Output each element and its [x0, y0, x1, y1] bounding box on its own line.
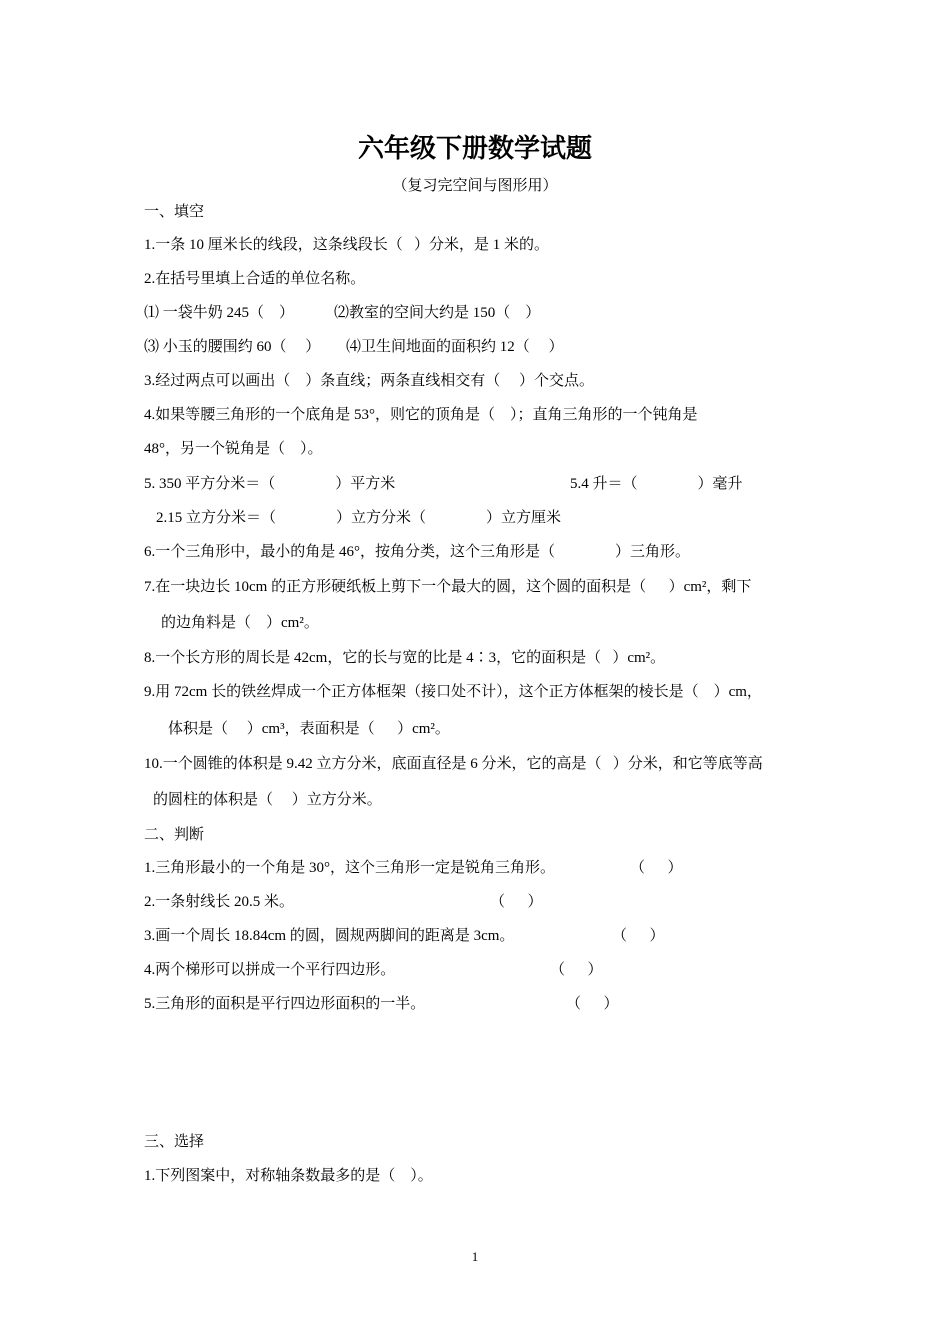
judgment-5-answer: （ ） — [566, 996, 619, 1012]
judgment-4-answer: （ ） — [550, 962, 603, 978]
question-3: 3.经过两点可以画出（ ）条直线；两条直线相交有（ ）个交点。 — [144, 373, 595, 389]
question-2: 2.在括号里填上合适的单位名称。 — [144, 271, 366, 287]
question-6: 6.一个三角形中，最小的角是 46°，按角分类，这个三角形是（ ）三角形。 — [144, 544, 691, 560]
page-title: 六年级下册数学试题 — [357, 134, 592, 163]
question-2-part-1: ⑴ 一袋牛奶 245（ ） — [144, 305, 295, 321]
question-2-part-2: ⑵教室的空间大约是 150（ ） — [334, 305, 541, 321]
question-8: 8.一个长方形的周长是 42cm，它的长与宽的比是 4∶3，它的面积是（ ）cm²。 — [144, 650, 666, 666]
section-heading-choice: 三、选择 — [144, 1134, 205, 1150]
question-2-part-3: ⑶ 小玉的腰围约 60（ ） — [144, 339, 321, 355]
judgment-5: 5.三角形的面积是平行四边形面积的一半。 — [144, 996, 426, 1012]
question-1: 1.一条 10 厘米长的线段，这条线段长（ ）分米，是 1 米的。 — [144, 237, 550, 253]
page-subtitle: （复习完空间与图形用） — [392, 178, 558, 194]
judgment-2-answer: （ ） — [490, 894, 543, 910]
question-9-line-2: 体积是（ ）cm³，表面积是（ ）cm²。 — [168, 721, 450, 737]
question-5-part-3: 2.15 立方分米＝（ ）立方分米（ ）立方厘米 — [156, 510, 562, 526]
judgment-1: 1.三角形最小的一个角是 30°，这个三角形一定是锐角三角形。 — [144, 860, 556, 876]
judgment-4: 4.两个梯形可以拼成一个平行四边形。 — [144, 962, 396, 978]
question-4-line-1: 4.如果等腰三角形的一个底角是 53°，则它的顶角是（ ）；直角三角形的一个钝角是 — [144, 407, 698, 423]
section-heading-fill-in: 一、填空 — [144, 204, 205, 220]
judgment-3-answer: （ ） — [612, 928, 665, 944]
section-heading-judgment: 二、判断 — [144, 827, 205, 843]
question-4-line-2: 48°，另一个锐角是（ ）。 — [144, 441, 323, 457]
question-7-line-2: 的边角料是（ ）cm²。 — [161, 615, 319, 631]
question-7-line-1: 7.在一块边长 10cm 的正方形硬纸板上剪下一个最大的圆，这个圆的面积是（ ）cm²，剩下 — [144, 579, 752, 595]
question-10-line-1: 10.一个圆锥的体积是 9.42 立方分米，底面直径是 6 分米，它的高是（ ）分米，和它等底等高 — [144, 756, 763, 772]
choice-question-1: 1.下列图案中，对称轴条数最多的是（ ）。 — [144, 1168, 433, 1184]
question-10-line-2: 的圆柱的体积是（ ）立方分米。 — [153, 792, 382, 808]
judgment-3: 3.画一个周长 18.84cm 的圆，圆规两脚间的距离是 3cm。 — [144, 928, 515, 944]
question-9-line-1: 9.用 72cm 长的铁丝焊成一个正方体框架（接口处不计），这个正方体框架的棱长是（ ）cm， — [144, 684, 762, 700]
judgment-1-answer: （ ） — [630, 860, 683, 876]
judgment-2: 2.一条射线长 20.5 米。 — [144, 894, 295, 910]
question-5-part-2: 5.4 升＝（ ）毫升 — [570, 476, 743, 492]
question-2-part-4: ⑷卫生间地面的面积约 12（ ） — [346, 339, 564, 355]
question-5-part-1: 5. 350 平方分米＝（ ）平方米 — [144, 476, 396, 492]
page-number: 1 — [471, 1249, 479, 1264]
